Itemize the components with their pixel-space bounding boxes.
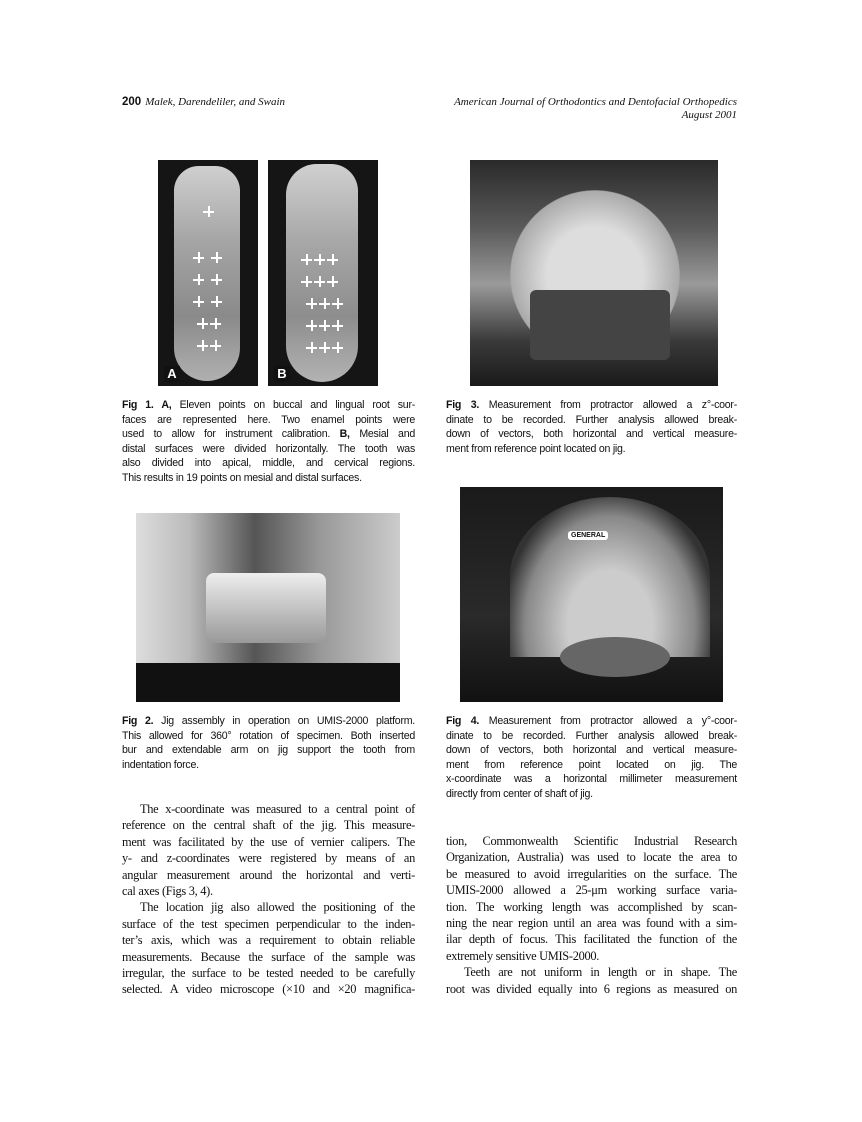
measurement-point-icon (193, 252, 204, 263)
journal-title: American Journal of Orthodontics and Dentofacial Orthopedics (454, 96, 737, 108)
measurement-point-icon (306, 298, 317, 309)
measurement-point-icon (197, 340, 208, 351)
body-text-line: UMIS-2000 allowed a 25-μm working surface varia- (446, 883, 737, 898)
measurement-point-icon (197, 318, 208, 329)
measurement-point-icon (319, 320, 330, 331)
measurement-point-icon (306, 320, 317, 331)
caption-line: ment from reference point located on jig. (446, 442, 626, 455)
body-text-line: irregular, the surface to be tested needed to be carefully (122, 966, 415, 981)
panel-label-a: A (164, 366, 180, 382)
body-text-line: ilar depth of focus. This facilitated the function of the (446, 932, 737, 947)
body-text-line: Organization, Australia) was used to locate the area to (446, 850, 737, 865)
caption-line: indentation force. (122, 758, 199, 771)
measurement-point-icon (319, 298, 330, 309)
caption-line: This allowed for 360° rotation of specimen. Both inserted (122, 729, 415, 742)
caption-line: Fig 4. Measurement from protractor allowed a y°-coor- (446, 715, 737, 727)
measurement-point-icon (211, 274, 222, 285)
figure-3-image (470, 160, 718, 386)
body-text-line: tion, Commonwealth Scientific Industrial Research (446, 834, 737, 848)
measurement-point-icon (327, 276, 338, 287)
body-text-line: The x-coordinate was measured to a central point of (140, 802, 415, 816)
body-text-line: selected. A video microscope (×10 and ×20 magnifica- (122, 982, 415, 997)
body-text-line: angular measurement around the horizontal and verti- (122, 867, 415, 882)
body-text-line: root was divided equally into 6 regions as measured on (446, 981, 737, 996)
panel-label-b: B (274, 366, 290, 382)
caption-line: Fig 2. Jig assembly in operation on UMIS-2000 platform. (122, 715, 415, 727)
figure-1a-image (158, 160, 258, 386)
measurement-point-icon (332, 320, 343, 331)
running-header-right (454, 96, 737, 122)
body-text-line: reference on the central shaft of the jig. This measure- (122, 818, 415, 833)
body-text-line: surface of the test specimen perpendicular to the inden- (122, 916, 415, 931)
measurement-point-icon (210, 318, 221, 329)
caption-line: directly from center of shaft of jig. (446, 787, 593, 800)
caption-line: dinate to be recorded. Further analysis allowed break- (446, 413, 737, 426)
body-text-line: ning the near region until an area was found with a sim- (446, 916, 737, 931)
measurement-point-icon (203, 206, 214, 217)
body-text-line: tion. The working length was accomplished by scan- (446, 899, 737, 914)
body-text-line: cal axes (Figs 3, 4). (122, 884, 213, 899)
figure-4-image (460, 487, 723, 702)
measurement-point-icon (193, 296, 204, 307)
measurement-point-icon (314, 276, 325, 287)
caption-line: This results in 19 points on mesial and distal surfaces. (122, 471, 362, 484)
body-text-right-column (446, 833, 737, 997)
caption-line: also divided into apical, middle, and cervical regions. (122, 457, 415, 470)
caption-line: dinate to be recorded. Further analysis allowed break- (446, 729, 737, 742)
caption-line: distal surfaces were divided horizontally. The tooth was (122, 442, 415, 455)
body-text-line: extremely sensitive UMIS-2000. (446, 948, 600, 963)
caption-line: down of vectors, both horizontal and vertical measure- (446, 428, 737, 441)
measurement-point-icon (332, 342, 343, 353)
body-text-line: The location jig also allowed the positioning of the (140, 900, 415, 915)
measurement-point-icon (211, 296, 222, 307)
caption-line: faces are represented here. Two enamel points were (122, 413, 415, 426)
measurement-point-icon (193, 274, 204, 285)
caption-line: down of vectors, both horizontal and vertical measure- (446, 744, 737, 757)
caption-line: Fig 3. Measurement from protractor allowed a z°-coor- (446, 399, 737, 411)
body-text-line: Teeth are not uniform in length or in shape. The (464, 965, 737, 980)
running-header-left (122, 96, 285, 108)
figure-4-caption (446, 714, 737, 802)
issue-date: August 2001 (681, 109, 737, 121)
measurement-point-icon (301, 276, 312, 287)
figure-2-image (136, 513, 400, 702)
measurement-point-icon (306, 342, 317, 353)
caption-line: bur and extendable arm on jig support the tooth from (122, 744, 415, 757)
measurement-point-icon (301, 254, 312, 265)
measurement-point-icon (211, 252, 222, 263)
measurement-point-icon (327, 254, 338, 265)
measurement-point-icon (210, 340, 221, 351)
body-text-line: be measured to avoid irregularities on the surface. The (446, 866, 737, 881)
page-number: 200 (122, 96, 142, 108)
caption-line: ment from reference point located on jig. The (446, 758, 737, 771)
body-text-line: measurements. Because the surface of the sample was (122, 949, 415, 964)
body-text-left-column (122, 801, 415, 998)
body-text-line: y- and z-coordinates were registered by means of an (122, 851, 415, 866)
body-text-line: ter’s axis, which was a requirement to obtain reliable (122, 933, 415, 948)
caption-line: Fig 1. A, Eleven points on buccal and lingual root sur- (122, 399, 415, 411)
authors: Malek, Darendeliler, and Swain (145, 96, 286, 108)
figure-1-caption (122, 398, 415, 486)
protractor-brand-label: GENERAL (568, 531, 608, 540)
caption-line: x-coordinate was a horizontal millimeter measurement (446, 773, 737, 786)
body-text-line: ment was facilitated by the use of vernier calipers. The (122, 834, 415, 849)
caption-line: used to allow for instrument calibration. B, Mesial and (122, 428, 415, 441)
measurement-point-icon (314, 254, 325, 265)
measurement-point-icon (319, 342, 330, 353)
figure-3-caption (446, 398, 737, 456)
measurement-point-icon (332, 298, 343, 309)
figure-2-caption (122, 714, 415, 772)
